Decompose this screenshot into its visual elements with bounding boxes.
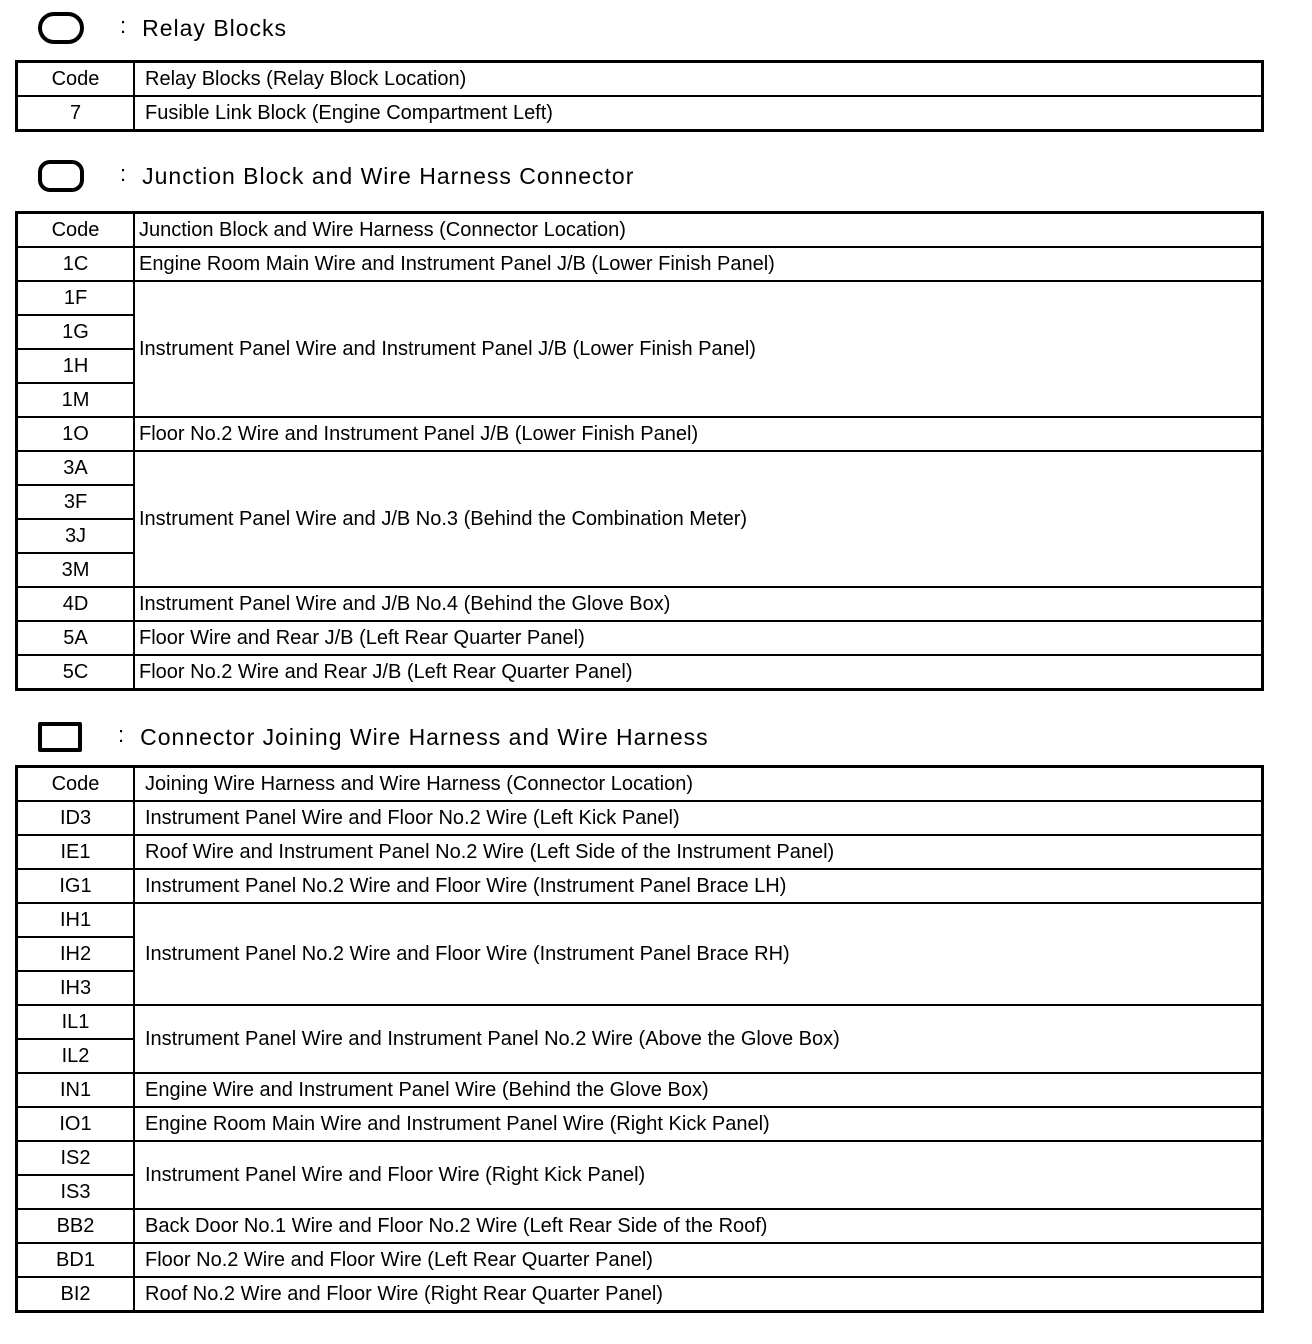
- connector-code: 3J: [17, 519, 135, 553]
- code-column-header: Code: [17, 767, 135, 802]
- connector-symbol-icon: [38, 722, 82, 752]
- connector-location: Engine Room Main Wire and Instrument Panel Wire (Right Kick Panel): [134, 1107, 1263, 1141]
- connector-location: Floor No.2 Wire and Instrument Panel J/B (Lower Finish Panel): [134, 417, 1263, 451]
- table-header-row: [17, 213, 1263, 248]
- junction-block-symbol-icon: [38, 160, 84, 192]
- table-row: [17, 655, 1263, 690]
- connector-code: ID3: [17, 801, 135, 835]
- relay-blocks-table: [15, 60, 1264, 132]
- connector-location: Engine Wire and Instrument Panel Wire (Behind the Glove Box): [134, 1073, 1263, 1107]
- connector-location: Floor No.2 Wire and Rear J/B (Left Rear Quarter Panel): [134, 655, 1263, 690]
- connector-location: Roof No.2 Wire and Floor Wire (Right Rear Quarter Panel): [134, 1277, 1263, 1312]
- table-row: [17, 417, 1263, 451]
- connector-code: 3A: [17, 451, 135, 485]
- table-row: [17, 1005, 1263, 1039]
- heading-colon: :: [120, 161, 127, 186]
- table-row: [17, 587, 1263, 621]
- connector-location: Roof Wire and Instrument Panel No.2 Wire (Left Side of the Instrument Panel): [134, 835, 1263, 869]
- connector-code: IH2: [17, 937, 135, 971]
- connector-location: Instrument Panel Wire and J/B No.4 (Behind the Glove Box): [134, 587, 1263, 621]
- connector-code: 1G: [17, 315, 135, 349]
- connector-location: Engine Room Main Wire and Instrument Panel J/B (Lower Finish Panel): [134, 247, 1263, 281]
- connector-code: IL2: [17, 1039, 135, 1073]
- table-row: [17, 621, 1263, 655]
- location-column-header: Joining Wire Harness and Wire Harness (Connector Location): [134, 767, 1263, 802]
- connector-joining-title: Connector Joining Wire Harness and Wire Harness: [140, 723, 709, 750]
- table-row: [17, 247, 1263, 281]
- table-row: [17, 96, 1263, 131]
- connector-code: IL1: [17, 1005, 135, 1039]
- connector-code: 4D: [17, 587, 135, 621]
- table-row: [17, 1107, 1263, 1141]
- connector-code: IO1: [17, 1107, 135, 1141]
- connector-code: IE1: [17, 835, 135, 869]
- connector-location: Instrument Panel Wire and Floor Wire (Right Kick Panel): [134, 1141, 1263, 1209]
- table-row: [17, 1243, 1263, 1277]
- connector-code: 5A: [17, 621, 135, 655]
- connector-joining-table: [15, 765, 1264, 1313]
- connector-code: 3M: [17, 553, 135, 587]
- connector-code: 1F: [17, 281, 135, 315]
- connector-code: BI2: [17, 1277, 135, 1312]
- connector-location: Instrument Panel Wire and Instrument Panel No.2 Wire (Above the Glove Box): [134, 1005, 1263, 1073]
- connector-location: Fusible Link Block (Engine Compartment Left): [134, 96, 1263, 131]
- connector-code: BD1: [17, 1243, 135, 1277]
- table-row: [17, 1277, 1263, 1312]
- connector-code: 1H: [17, 349, 135, 383]
- connector-code: 7: [17, 96, 135, 131]
- connector-code: 1M: [17, 383, 135, 417]
- table-row: [17, 281, 1263, 315]
- table-row: [17, 903, 1263, 937]
- connector-location: Floor No.2 Wire and Floor Wire (Left Rear Quarter Panel): [134, 1243, 1263, 1277]
- connector-code: IG1: [17, 869, 135, 903]
- table-row: [17, 1141, 1263, 1175]
- connector-code: IN1: [17, 1073, 135, 1107]
- connector-location: Instrument Panel Wire and Floor No.2 Wire (Left Kick Panel): [134, 801, 1263, 835]
- junction-block-table: [15, 211, 1264, 691]
- heading-colon: :: [120, 13, 127, 38]
- table-row: [17, 801, 1263, 835]
- connector-location: Instrument Panel Wire and J/B No.3 (Behind the Combination Meter): [134, 451, 1263, 587]
- table-header-row: [17, 767, 1263, 802]
- table-row: [17, 451, 1263, 485]
- connector-code: 5C: [17, 655, 135, 690]
- relay-block-symbol-icon: [38, 12, 84, 44]
- table-row: [17, 869, 1263, 903]
- code-column-header: Code: [17, 62, 135, 97]
- connector-code: 1O: [17, 417, 135, 451]
- location-column-header: Junction Block and Wire Harness (Connector Location): [134, 213, 1263, 248]
- connector-code: IS3: [17, 1175, 135, 1209]
- connector-code: BB2: [17, 1209, 135, 1243]
- junction-block-heading: [38, 158, 634, 194]
- connector-code: 3F: [17, 485, 135, 519]
- connector-location: Instrument Panel No.2 Wire and Floor Wire (Instrument Panel Brace LH): [134, 869, 1263, 903]
- connector-location: Back Door No.1 Wire and Floor No.2 Wire (Left Rear Side of the Roof): [134, 1209, 1263, 1243]
- connector-location: Floor Wire and Rear J/B (Left Rear Quarter Panel): [134, 621, 1263, 655]
- connector-location: Instrument Panel Wire and Instrument Panel J/B (Lower Finish Panel): [134, 281, 1263, 417]
- table-row: [17, 835, 1263, 869]
- heading-colon: :: [118, 722, 125, 747]
- location-column-header: Relay Blocks (Relay Block Location): [134, 62, 1263, 97]
- junction-block-title: Junction Block and Wire Harness Connector: [142, 162, 635, 189]
- connector-joining-heading: [38, 719, 709, 755]
- connector-code: 1C: [17, 247, 135, 281]
- connector-code: IH1: [17, 903, 135, 937]
- connector-location: Instrument Panel No.2 Wire and Floor Wire (Instrument Panel Brace RH): [134, 903, 1263, 1005]
- connector-code: IS2: [17, 1141, 135, 1175]
- table-header-row: [17, 62, 1263, 97]
- code-column-header: Code: [17, 213, 135, 248]
- connector-code: IH3: [17, 971, 135, 1005]
- relay-blocks-heading: [38, 10, 287, 46]
- table-row: [17, 1073, 1263, 1107]
- relay-blocks-title: Relay Blocks: [142, 14, 288, 41]
- table-row: [17, 1209, 1263, 1243]
